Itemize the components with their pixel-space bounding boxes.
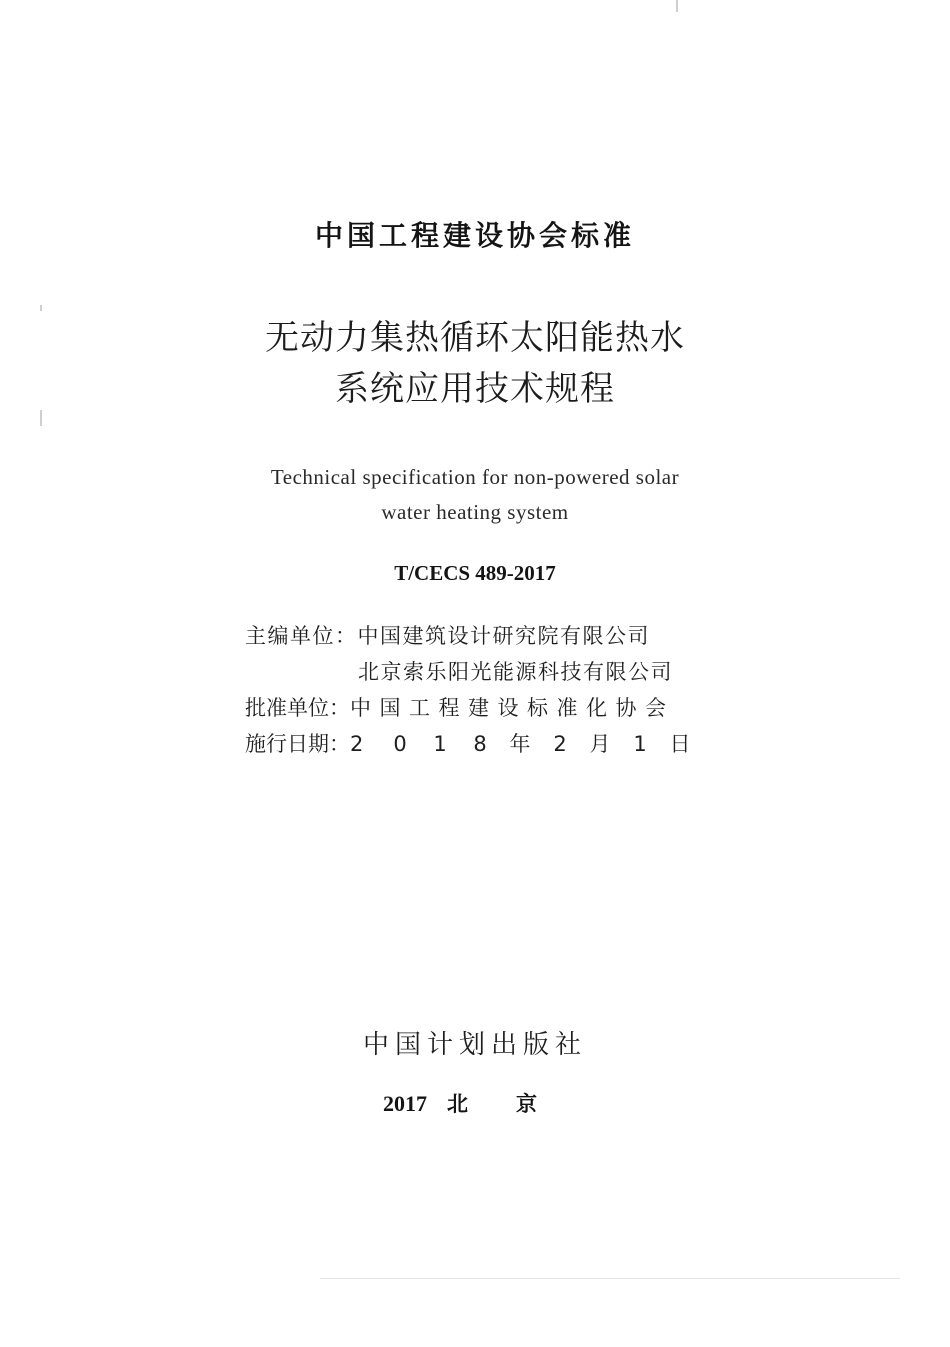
english-title-line2: water heating system [381, 500, 569, 524]
effective-date-row [245, 728, 700, 758]
approver-label: 批准单位： [245, 696, 350, 720]
chinese-title-line2: 系统应用技术规程 [335, 369, 615, 409]
date-char: 日 [669, 732, 691, 756]
date-char: 1 [433, 732, 447, 756]
date-char: 2 [553, 732, 567, 756]
standard-code: T/CECS 489-2017 [394, 561, 556, 585]
editor-row-2 [358, 656, 673, 686]
editor-org-1: 中国建筑设计研究院有限公司 [357, 624, 650, 648]
date-char: 1 [633, 732, 647, 756]
scan-artifact-line [320, 1278, 900, 1279]
editor-label: 主编单位： [245, 624, 358, 648]
standard-org-header: 中国工程建设协会标准 [314, 219, 635, 252]
date-char: 2 [350, 732, 364, 756]
approver-org: 中国工程建设标准化协会 [350, 696, 675, 720]
date-char: 0 [393, 732, 407, 756]
effective-date-value [350, 728, 700, 758]
effective-date-label: 施行日期： [245, 732, 350, 756]
publication-city: 北京 [447, 1092, 585, 1116]
scan-speck [676, 0, 678, 12]
publication-year: 2017 [383, 1091, 427, 1116]
approver-row [245, 692, 675, 722]
date-char: 年 [509, 732, 531, 756]
scan-speck [40, 305, 42, 311]
english-title-line1: Technical specification for non-powered solar [270, 465, 680, 489]
scan-speck [40, 410, 42, 426]
editor-row [245, 620, 650, 650]
publisher-name: 中国计划出版社 [362, 1030, 587, 1060]
publication-line [383, 1088, 585, 1118]
editor-org-2: 北京索乐阳光能源科技有限公司 [358, 660, 673, 684]
date-char: 8 [473, 732, 487, 756]
chinese-title-line1: 无动力集热循环太阳能热水 [265, 318, 685, 358]
date-char: 月 [589, 732, 611, 756]
